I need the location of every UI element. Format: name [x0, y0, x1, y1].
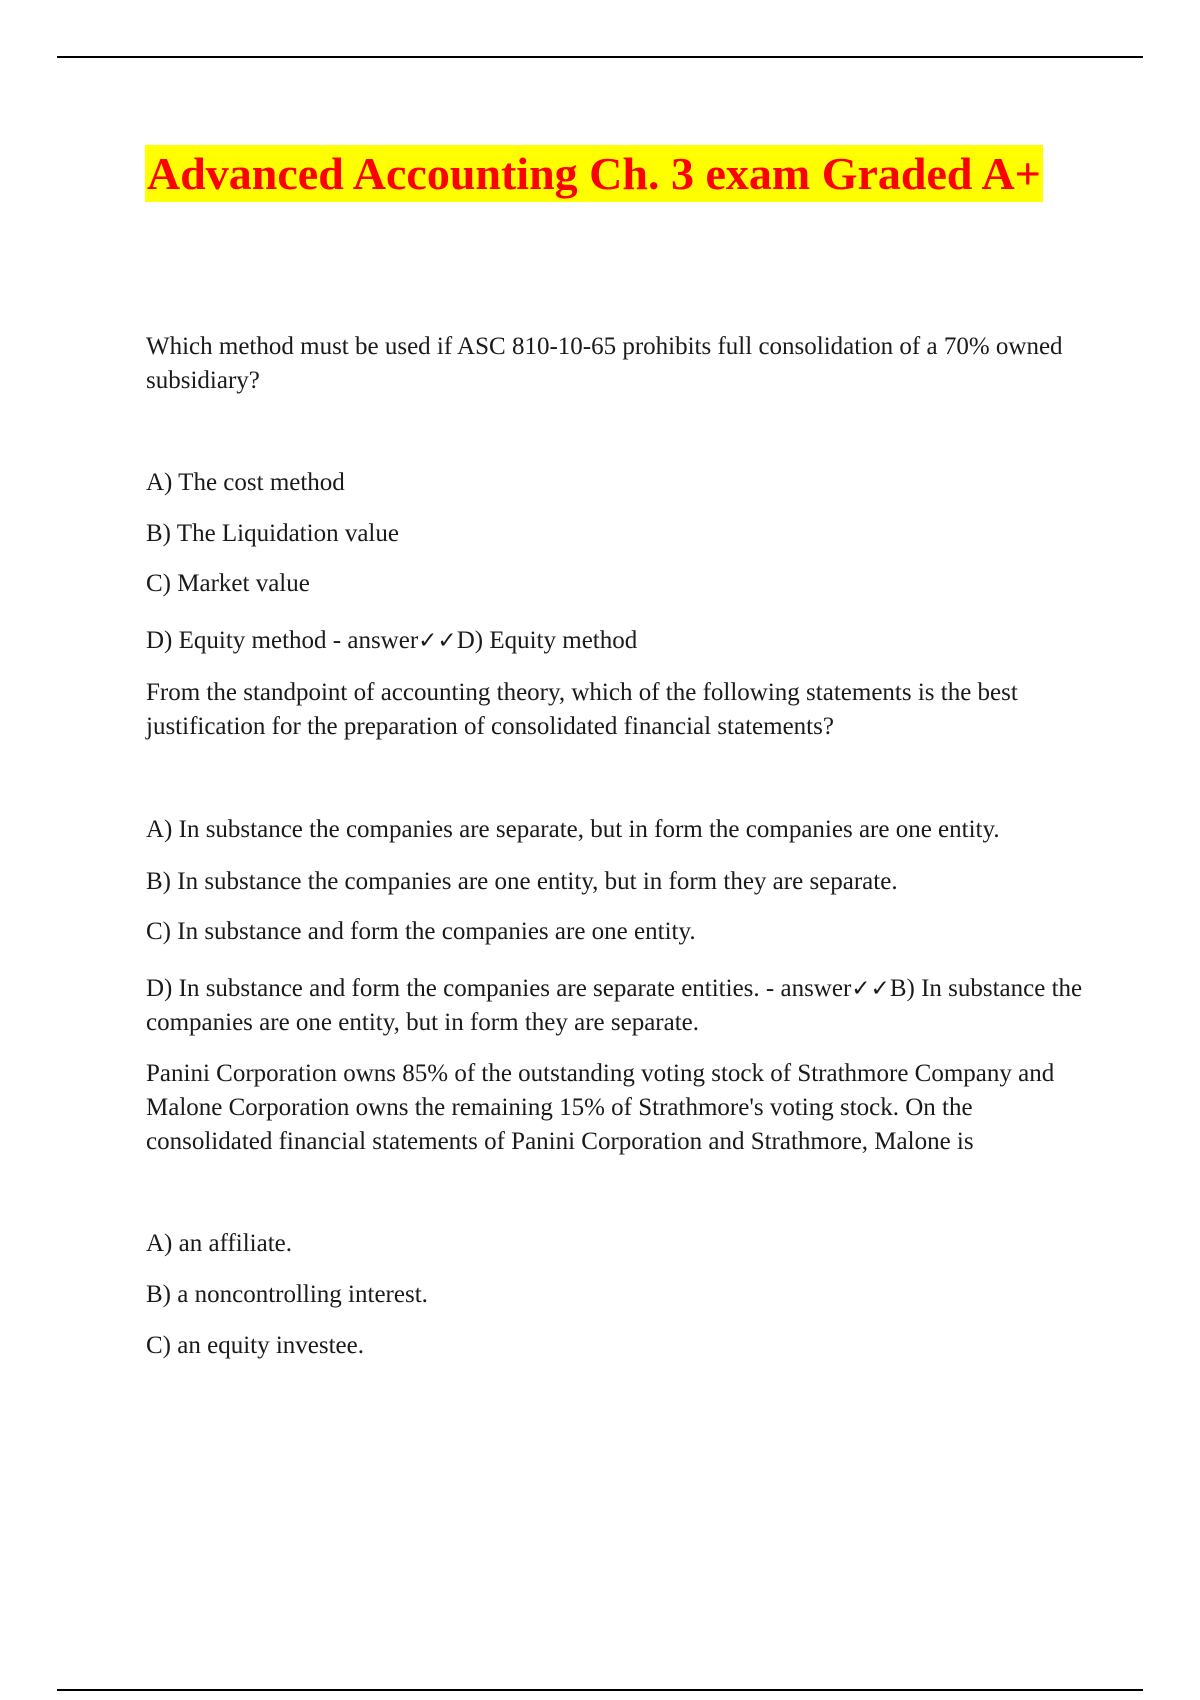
- option-item: A) The cost method: [146, 469, 345, 496]
- document-body: [146, 330, 1096, 1363]
- option-item: C) an equity investee.: [146, 1332, 364, 1359]
- option-item: D) Equity method - answer: [146, 627, 419, 654]
- option-item: C) In substance and form the companies are one entity.: [146, 918, 696, 945]
- option-list: [146, 466, 1096, 658]
- question-text: From the standpoint of accounting theory, which of the following statements is the best justification for the preparation of consolidated financial statements?: [146, 679, 1018, 740]
- document-title: Advanced Accounting Ch. 3 exam Graded A+: [145, 145, 1043, 202]
- option-item: A) an affiliate.: [146, 1230, 292, 1257]
- option-item: B) In substance the companies are one entity, but in form they are separate.: [146, 868, 898, 895]
- question-text: Which method must be used if ASC 810-10-65 prohibits full consolidation of a 70% owned subsidiary?: [146, 333, 1063, 394]
- option-item: B) The Liquidation value: [146, 520, 399, 547]
- top-rule: [57, 56, 1143, 58]
- answer-line: [146, 972, 1096, 1040]
- option-list: [146, 813, 1096, 1040]
- double-check-icon: ✓✓: [851, 976, 890, 1002]
- question-text: Panini Corporation owns 85% of the outstanding voting stock of Strathmore Company and Malone Corporation owns the remaining 15% of Strathmore's voting stock. On the consolidated financial statements of Panini Corporation and Strathmore, Malone is: [146, 1060, 1055, 1155]
- option-item: C) Market value: [146, 570, 310, 597]
- answer-line: [146, 624, 1096, 658]
- option-item: A) In substance the companies are separate, but in form the companies are one entity.: [146, 816, 1000, 843]
- option-list: [146, 1227, 1096, 1363]
- bottom-rule: [57, 1689, 1143, 1691]
- option-item: B) a noncontrolling interest.: [146, 1281, 428, 1308]
- answer-text: D) Equity method: [456, 627, 638, 654]
- option-item: D) In substance and form the companies are separate entities. - answer: [146, 975, 852, 1002]
- answer-text: B) In substance the companies are one entity, but in form they are separate.: [146, 975, 1083, 1036]
- title-block: [145, 145, 1043, 202]
- double-check-icon: ✓✓: [418, 628, 457, 654]
